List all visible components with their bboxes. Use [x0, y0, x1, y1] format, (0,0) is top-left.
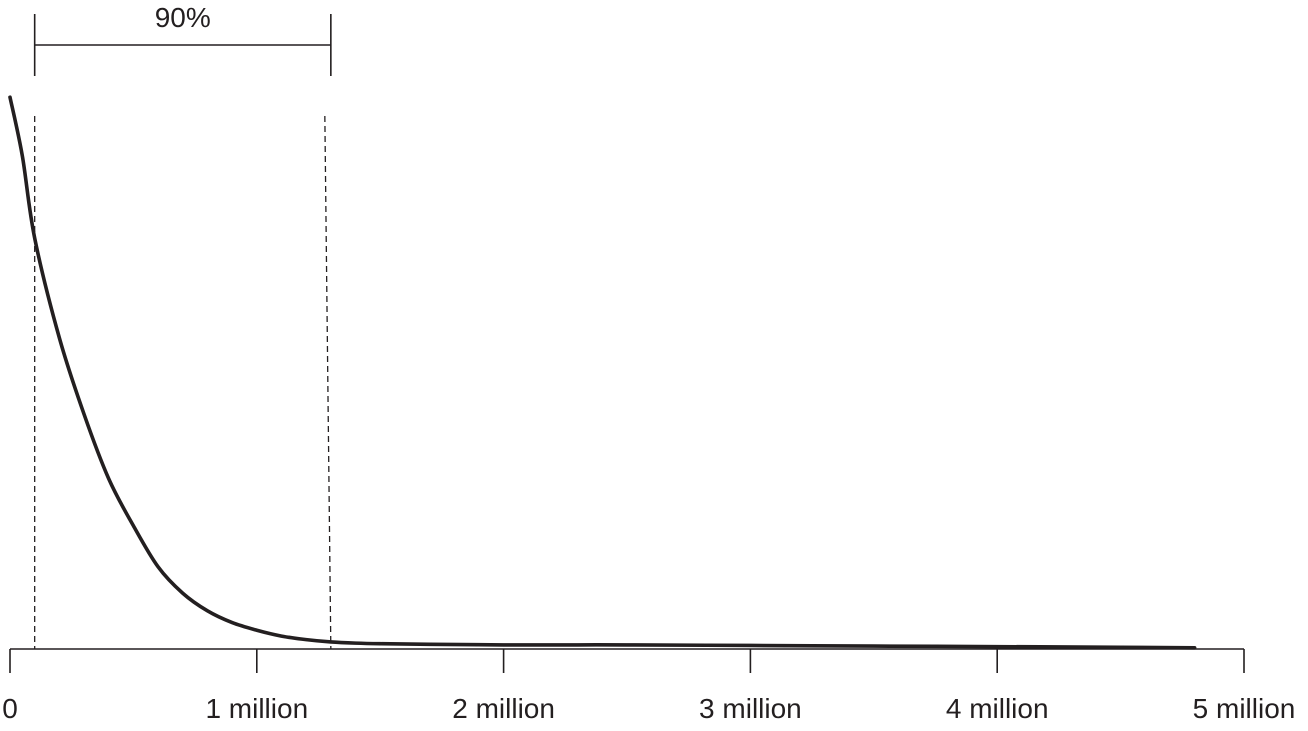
x-tick-label: 1 million — [205, 693, 309, 724]
interval-guides — [35, 116, 331, 649]
x-tick-label: 3 million — [699, 693, 802, 724]
x-tick-label: 4 million — [945, 693, 1049, 724]
interval-upper-guide — [325, 116, 331, 649]
density-curve-group — [10, 97, 1195, 648]
x-tick-label: 5 million — [1192, 693, 1296, 724]
x-tick-label: 0 — [2, 693, 18, 724]
interval-label: 90% — [154, 2, 211, 33]
interval-bracket — [35, 2, 331, 76]
density-curve — [10, 97, 1195, 648]
x-axis — [2, 649, 1295, 724]
x-tick-label: 2 million — [452, 693, 555, 724]
